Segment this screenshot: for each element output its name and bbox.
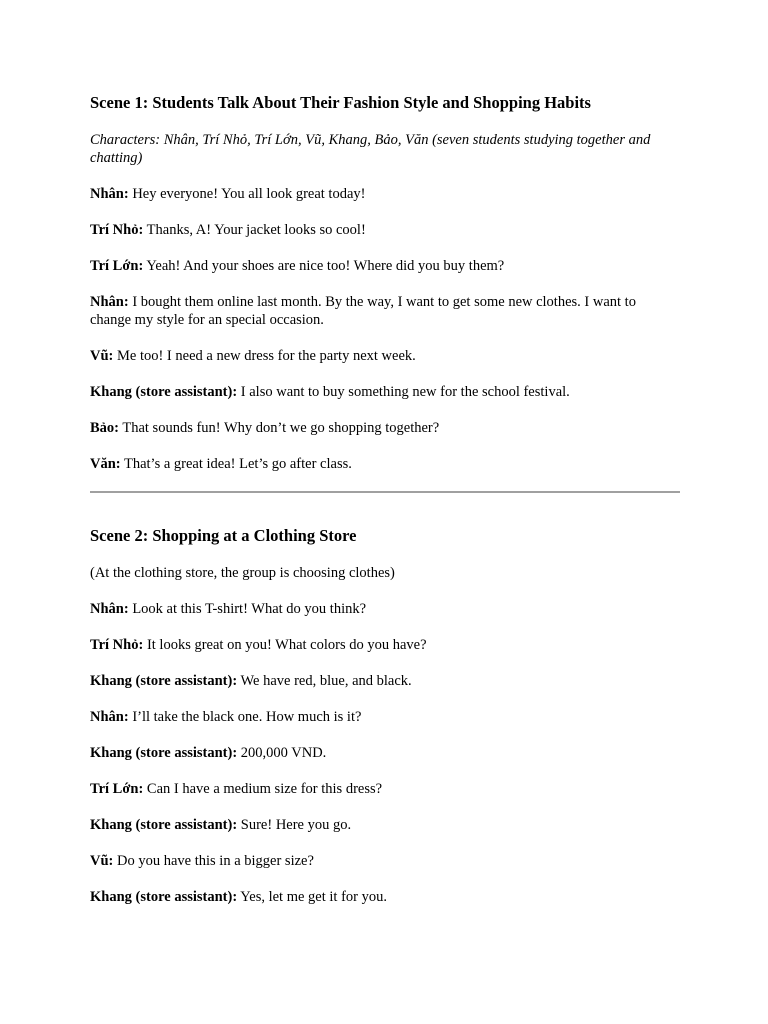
speaker-name: Trí Lớn: [90,258,144,274]
dialogue-line [90,293,680,329]
dialogue-text: Hey everyone! You all look great today! [128,186,366,202]
speaker-name: Khang (store assistant): [90,889,238,905]
dialogue-line [90,744,680,762]
dialogue-text: That’s a great idea! Let’s go after class. [120,456,352,472]
dialogue-text: That sounds fun! Why don’t we go shopping together? [119,420,440,436]
dialogue-text: Me too! I need a new dress for the party next week. [113,348,416,364]
dialogue-line [90,780,680,798]
dialogue-text: Can I have a medium size for this dress? [143,781,383,797]
dialogue-text: We have red, blue, and black. [237,673,412,689]
dialogue-line [90,383,680,401]
document-page [90,92,680,924]
dialogue-line [90,347,680,365]
speaker-name: Nhân: [90,186,129,202]
dialogue-line [90,636,680,654]
speaker-name: Khang (store assistant): [90,817,238,833]
dialogue-line [90,455,680,473]
dialogue-text: I also want to buy something new for the school festival. [237,384,570,400]
dialogue-text: It looks great on you! What colors do you have? [143,637,427,653]
speaker-name: Khang (store assistant): [90,673,238,689]
speaker-name: Nhân: [90,709,129,725]
dialogue-text: Look at this T-shirt! What do you think? [128,601,367,617]
speaker-name: Trí Nhỏ: [90,222,144,238]
speaker-name: Khang (store assistant): [90,384,238,400]
dialogue-text: Yeah! And your shoes are nice too! Where did you buy them? [143,258,505,274]
dialogue-line [90,257,680,275]
scene-1-characters: Characters: Nhân, Trí Nhỏ, Trí Lớn, Vũ, Khang, Bảo, Văn (seven students studying together and chatting) [90,132,651,166]
dialogue-line [90,600,680,618]
dialogue-line [90,708,680,726]
speaker-name: Bảo: [90,420,119,436]
dialogue-line [90,419,680,437]
dialogue-text: Thanks, A! Your jacket looks so cool! [143,222,366,238]
dialogue-line [90,888,680,906]
scene-2-stage-direction: (At the clothing store, the group is choosing clothes) [90,565,395,581]
dialogue-line [90,852,680,870]
dialogue-line [90,672,680,690]
dialogue-text: Sure! Here you go. [237,817,352,833]
dialogue-text: I’ll take the black one. How much is it? [128,709,362,725]
dialogue-text: I bought them online last month. By the way, I want to get some new clothes. I want to change my style for an special occasion. [90,294,636,328]
speaker-name: Trí Lớn: [90,781,144,797]
dialogue-text: 200,000 VND. [237,745,327,761]
speaker-name: Văn: [90,456,121,472]
dialogue-text: Yes, let me get it for you. [237,889,387,905]
speaker-name: Vũ: [90,348,114,364]
speaker-name: Khang (store assistant): [90,745,238,761]
scene-2-title: Scene 2: Shopping at a Clothing Store [90,526,357,545]
dialogue-line [90,816,680,834]
speaker-name: Trí Nhỏ: [90,637,144,653]
speaker-name: Vũ: [90,853,114,869]
scene-1-title: Scene 1: Students Talk About Their Fashion Style and Shopping Habits [90,93,591,112]
scene-divider [90,491,680,493]
speaker-name: Nhân: [90,601,129,617]
dialogue-text: Do you have this in a bigger size? [113,853,314,869]
speaker-name: Nhân: [90,294,129,310]
dialogue-line [90,221,680,239]
dialogue-line [90,185,680,203]
